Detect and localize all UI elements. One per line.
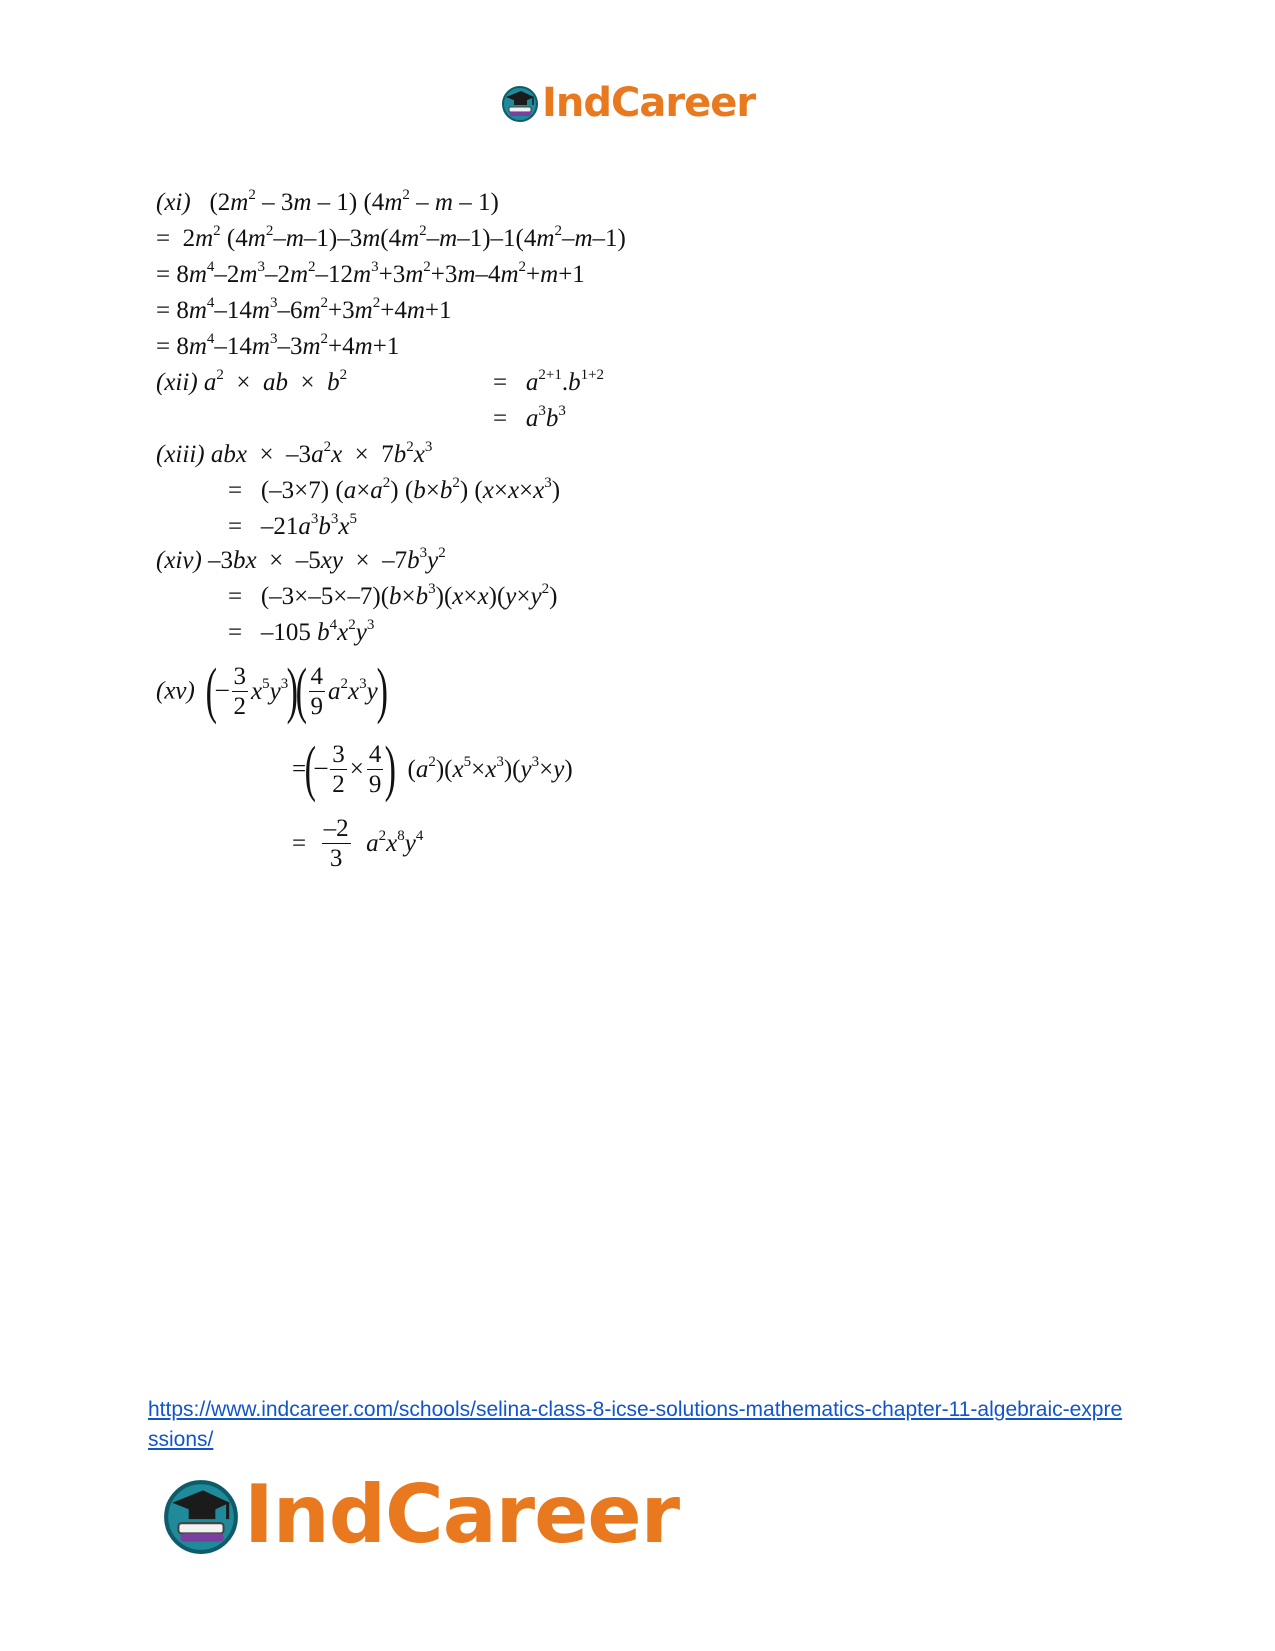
xiv-line-3: = –105 $b^4x^2y^3$ (228, 617, 375, 646)
footer-logo (160, 1468, 680, 1561)
xiii-line-1: (xiii) abx × $-3a^2x \times 7b^2x^3$ (156, 439, 433, 468)
xiv-line-2: = $(-3\times-5\times-7)(b\times b^3)(x\times x)(y\times y^2)$ (228, 581, 558, 610)
xiv-label: (xiv) (156, 547, 202, 574)
xi-line-3: = $8m^4-2m^3-2m^2-12m^3+3m^2+3m-4m^2+m+1$ (156, 259, 585, 288)
xv-line-3: = $\frac{-2}{3}$ $a^2x^8y^4$ (292, 815, 424, 872)
xi-line-2: = $2m^2$ $(4m^2-m-1)-3m(4m^2-m-1)-1(4m^2-m-1)$ (156, 223, 626, 252)
xiii-line-2: = (–3×7) $(a\times a^2)$ $(b\times b^2)$ $(x\times x\times x^3)$ (228, 475, 561, 504)
xiii-line-3: = $-21a^3b^3x^5$ (228, 511, 357, 540)
xi-line-1: (xi) $(2m^2 - 3m - 1)$ ($4m^2$ – m – 1) (156, 187, 499, 216)
xi-line-4: = $8m^4-14m^3-6m^2+3m^2+4m+1$ (156, 295, 452, 324)
footer-logo-text: IndCareer (244, 1468, 680, 1561)
xv-label: (xv) (156, 677, 195, 705)
xiii-label: (xiii) (156, 441, 205, 468)
xii-line-1: (xii) $a^2$ × ab × $b^2$ (156, 367, 348, 396)
graduation-cap-books-icon (160, 1474, 242, 1556)
xii-line-3: = $a^3b^3$ (493, 403, 566, 432)
header-logo-text: IndCareer (542, 80, 756, 126)
xi-line-5: = $8m^4-14m^3-3m^2+4m+1$ (156, 331, 400, 360)
xii-line-2: = $a^{2+1}.b^{1+2}$ (493, 367, 605, 396)
xiv-line-1: (xiv) $-3bx \times -5xy \times -7b^3y^2$ (156, 545, 446, 574)
xv-line-1: (xv) (– $\frac{3}{2}$ $x^5y^3$)( $\frac{4}{9}$ $a^2x^3y$) (156, 657, 388, 725)
xii-label: (xii) (156, 369, 198, 396)
xi-label: (xi) (156, 189, 191, 216)
xv-line-2: =(– $\frac{3}{2}$ × $\frac{4}{9}$ ) $(a^2)(x^5\times x^3)(y^3\times y)$ (292, 735, 573, 803)
source-url-link[interactable]: https://www.indcareer.com/schools/selina-class-8-icse-solutions-mathematics-chapter-11-algebraic-expressions/ (148, 1398, 1123, 1451)
